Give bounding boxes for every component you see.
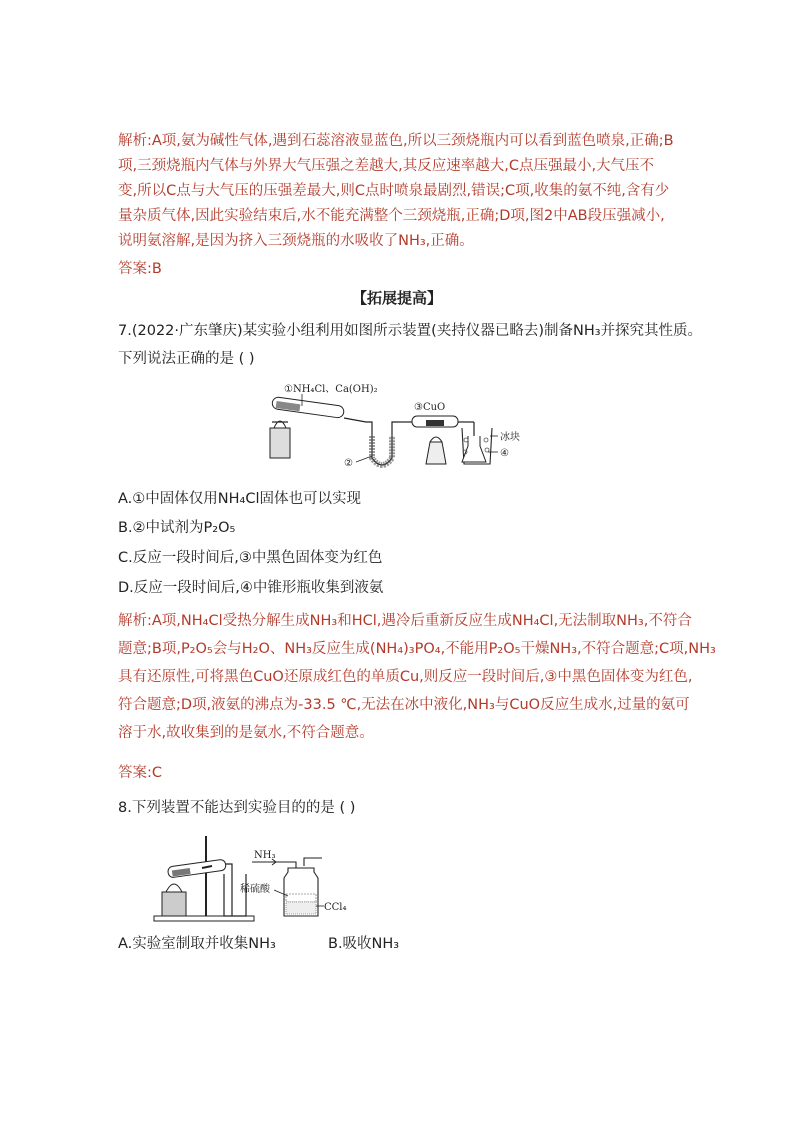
conical-flask-4 — [462, 436, 486, 462]
q7-analysis-line-1: 解析:A项,NH₄Cl受热分解生成NH₃和HCl,遇冷后重新反应生成NH₄Cl,无法制取NH₃,不符合 — [118, 613, 692, 629]
flask4-label: ④ — [500, 448, 509, 459]
q6-answer: 答案:B — [118, 261, 162, 277]
solvent-label: CCl₄ — [324, 902, 347, 913]
q6-analysis-line-5: 说明氨溶解,是因为挤入三颈烧瓶的水吸收了NH₃,正确。 — [118, 233, 474, 249]
q7-option-b: B.②中试剂为P₂O₅ — [118, 520, 236, 536]
q7-analysis-line-4: 符合题意;D项,液氨的沸点为-33.5 ℃,无法在冰中液化,NH₃与CuO反应生成水,过量的氨可 — [118, 697, 690, 713]
reagent3-label: ③CuO — [414, 402, 446, 413]
q7-apparatus-svg — [262, 376, 532, 476]
q7-stem-line-2: 下列说法正确的是 ( ) — [118, 351, 255, 367]
tube-connector-1 — [344, 418, 366, 422]
q6-analysis-line-3: 变,所以C点与大气压的压强差最大,则C点时喷泉最剧烈,错误;C项,收集的氨不纯,含有少 — [118, 183, 670, 199]
q7-answer: 答案:C — [118, 765, 163, 781]
q8-stem: 8.下列装置不能达到实验目的的是 ( ) — [118, 800, 356, 816]
q7-apparatus-figure — [262, 376, 532, 476]
q7-option-c: C.反应一段时间后,③中黑色固体变为红色 — [118, 550, 383, 566]
gas-label: NH₃ — [254, 850, 276, 861]
q8-figure-b — [236, 840, 356, 920]
test-tube — [272, 396, 345, 418]
q8-figure-b-svg — [236, 840, 356, 920]
q7-option-d: D.反应一段时间后,④中锥形瓶收集到液氨 — [118, 580, 384, 596]
q7-analysis-line-2: 题意;B项,P₂O₅会与H₂O、NH₃反应生成(NH₄)₃PO₄,不能用P₂O₅干燥NH₃,不符合题意;C项,NH₃ — [118, 641, 716, 657]
alcohol-lamp — [162, 892, 186, 916]
q7-analysis-line-3: 具有还原性,可将黑色CuO还原成红色的单质Cu,则反应一段时间后,③中黑色固体变为红色, — [118, 669, 693, 685]
q8-option-a: A.实验室制取并收集NH₃ — [118, 936, 276, 952]
q7-stem-line-1: 7.(2022·广东肇庆)某实验小组利用如图所示装置(夹持仪器已略去)制备NH₃并探究其性质。 — [118, 323, 703, 339]
alcohol-lamp-1 — [270, 428, 290, 458]
reagent1-label: ①NH₄Cl、Ca(OH)₂ — [284, 384, 378, 395]
flame — [166, 884, 182, 892]
test-tube-a — [167, 859, 226, 878]
ice-label: 冰块 — [500, 432, 520, 443]
q7-analysis-line-5: 溶于水,故收集到的是氨水,不符合题意。 — [118, 725, 374, 741]
section-title: 【拓展提高】 — [351, 289, 442, 307]
q6-analysis-line-1: 解析:A项,氨为碱性气体,遇到石蕊溶液显蓝色,所以三颈烧瓶内可以看到蓝色喷泉,正确;B — [118, 133, 674, 149]
q7-option-a: A.①中固体仅用NH₄Cl固体也可以实现 — [118, 491, 361, 507]
reagent2-label: ② — [344, 458, 353, 469]
q6-analysis-line-2: 项,三颈烧瓶内气体与外界大气压强之差越大,其反应速率越大,C点压强最小,大气压不 — [118, 158, 655, 174]
acid-label: 稀硫酸 — [240, 884, 270, 895]
q6-analysis-line-4: 量杂质气体,因此实验结束后,水不能充满整个三颈烧瓶,正确;D项,图2中AB段压强减小, — [118, 208, 665, 224]
outlet-tube — [304, 858, 322, 866]
q8-option-b: B.吸收NH₃ — [328, 936, 400, 952]
flame-2 — [430, 437, 442, 442]
alcohol-lamp-2 — [426, 442, 446, 464]
